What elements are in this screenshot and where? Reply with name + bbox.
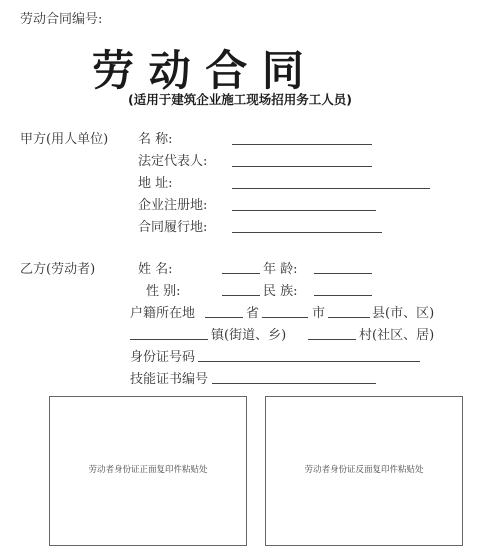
city-field[interactable] — [262, 317, 308, 318]
party-b-household-label: 户籍所在地 — [130, 306, 196, 321]
id-number-field[interactable] — [198, 361, 420, 362]
county-field[interactable] — [328, 317, 370, 318]
party-a-name-field[interactable] — [232, 144, 372, 145]
town-label: 镇(街道、乡) — [211, 328, 287, 343]
village-field[interactable] — [308, 339, 356, 340]
party-b-age-label: 年 龄: — [263, 262, 298, 277]
id-front-paste-label: 劳动者身份证正面复印件粘贴处 — [88, 465, 208, 475]
party-b-heading: 乙方(劳动者) — [20, 262, 96, 277]
town-field[interactable] — [130, 339, 208, 340]
party-a-address-label: 地 址: — [138, 176, 173, 191]
skill-cert-field[interactable] — [212, 383, 376, 384]
party-b-gender-field[interactable] — [222, 295, 260, 296]
document-title: 劳 动 合 同 — [92, 46, 304, 95]
contract-number-label: 劳动合同编号: — [20, 12, 103, 27]
id-back-paste-box — [265, 396, 463, 546]
party-a-name-label: 名 称: — [138, 132, 173, 147]
party-a-reg-place-field[interactable] — [232, 210, 376, 211]
province-label: 省 — [246, 306, 260, 321]
party-b-ethnicity-field[interactable] — [314, 295, 372, 296]
id-number-label: 身份证号码 — [130, 350, 196, 365]
party-b-gender-label: 性 别: — [146, 284, 181, 299]
party-a-perform-place-label: 合同履行地: — [138, 220, 208, 235]
party-b-age-field[interactable] — [314, 273, 372, 274]
party-b-name-label: 姓 名: — [138, 262, 173, 277]
party-b-ethnicity-label: 民 族: — [263, 284, 298, 299]
village-label: 村(社区、居) — [359, 328, 435, 343]
party-a-perform-place-field[interactable] — [232, 232, 382, 233]
party-a-legal-rep-field[interactable] — [232, 166, 372, 167]
province-field[interactable] — [205, 317, 243, 318]
skill-cert-label: 技能证书编号 — [130, 372, 209, 387]
id-back-paste-label: 劳动者身份证反面复印件粘贴处 — [304, 465, 424, 475]
party-b-name-field[interactable] — [222, 273, 260, 274]
city-label: 市 — [312, 306, 326, 321]
county-label: 县(市、区) — [372, 306, 435, 321]
document-subtitle: (适用于建筑企业施工现场招用务工人员) — [128, 92, 352, 107]
party-a-heading: 甲方(用人单位) — [20, 132, 109, 147]
id-front-paste-box — [49, 396, 247, 546]
party-a-address-field[interactable] — [232, 188, 430, 189]
party-a-reg-place-label: 企业注册地: — [138, 198, 208, 213]
party-a-legal-rep-label: 法定代表人: — [138, 154, 208, 169]
